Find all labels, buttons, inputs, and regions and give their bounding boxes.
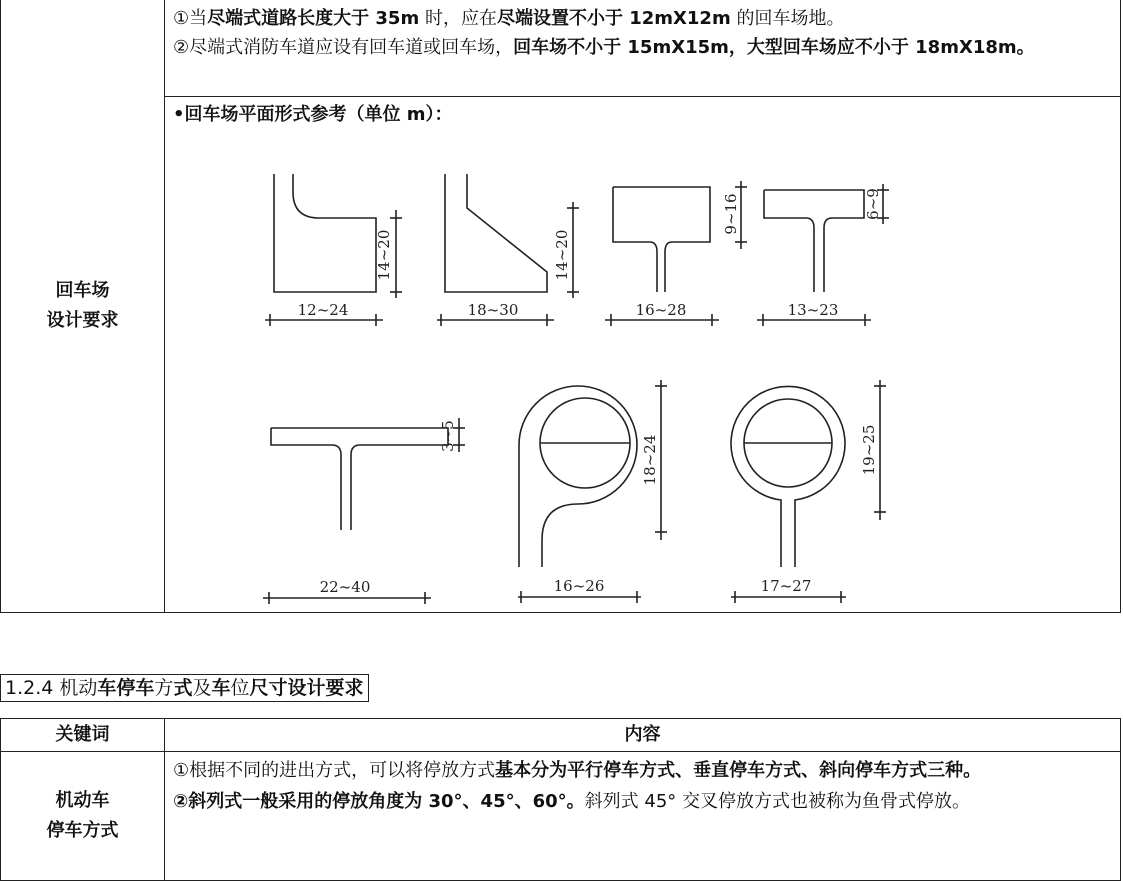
turnaround-diagram-1 (265, 174, 402, 326)
diagram-4-height-label: 6~9 (864, 188, 882, 220)
parking-table (0, 718, 1121, 881)
diagram-6-height-label: 18~24 (641, 434, 659, 486)
section-heading: 1.2.4 机动车停车方式及车位尺寸设计要求 (0, 674, 369, 702)
diagram-7-width-label: 17~27 (760, 577, 812, 595)
diagram-6-width-label: 16~26 (553, 577, 605, 595)
turnaround-keyword-line2: 设计要求 (46, 310, 119, 331)
turnaround-diagram-cell (165, 97, 1120, 612)
diagram-2-width-label: 18~30 (467, 301, 519, 319)
turnaround-diagram-3 (605, 181, 747, 326)
requirement-item-2: ②尽端式消防车道应设有回车道或回车场，回车场不小于 15mX15m，大型回车场应不小于 18mX18m。 (173, 37, 1035, 58)
diagram-5-height-label: 3~5 (439, 420, 457, 452)
diagram-4-width-label: 13~23 (787, 301, 839, 319)
diagram-3-height-label: 9~16 (722, 193, 740, 235)
turnaround-keyword-cell (1, 0, 165, 612)
parking-item-2: ②斜列式一般采用的停放角度为 30°、45°、60°。斜列式 45° 交叉停放方式也被称为鱼骨式停放。 (173, 791, 971, 812)
turnaround-diagram-5 (263, 418, 465, 604)
turnaround-diagram-4 (757, 184, 889, 326)
requirement-item-1: ①当尽端式道路长度大于 35m 时，应在尽端设置不小于 12mX12m 的回车场地。 (173, 8, 845, 29)
turnaround-diagrams (165, 97, 1122, 613)
turnaround-requirements-cell (165, 0, 1120, 97)
diagram-1-height-label: 14~20 (375, 229, 393, 281)
header-keyword: 关键词 (1, 719, 165, 752)
diagram-3-width-label: 16~28 (635, 301, 687, 319)
parking-keyword-line2: 停车方式 (46, 820, 119, 841)
parking-item-1: ①根据不同的进出方式，可以将停放方式基本分为平行停车方式、垂直停车方式、斜向停车方式三种。 (173, 760, 982, 781)
header-content: 内容 (165, 719, 1120, 752)
parking-content-cell (165, 752, 1120, 880)
diagram-1-width-label: 12~24 (297, 301, 349, 319)
diagram-7-height-label: 19~25 (860, 424, 878, 476)
turnaround-keyword-line1: 回车场 (55, 280, 110, 301)
diagram-2-height-label: 14~20 (553, 229, 571, 281)
turnaround-diagram-7 (731, 380, 886, 603)
turnaround-diagram-6 (518, 380, 667, 603)
diagram-5-width-label: 22~40 (319, 578, 371, 596)
parking-keyword-line1: 机动车 (55, 790, 110, 811)
diagram-caption: •回车场平面形式参考（单位 m）： (173, 104, 453, 125)
parking-keyword-cell (1, 752, 165, 880)
turnaround-diagram-2 (437, 174, 579, 326)
